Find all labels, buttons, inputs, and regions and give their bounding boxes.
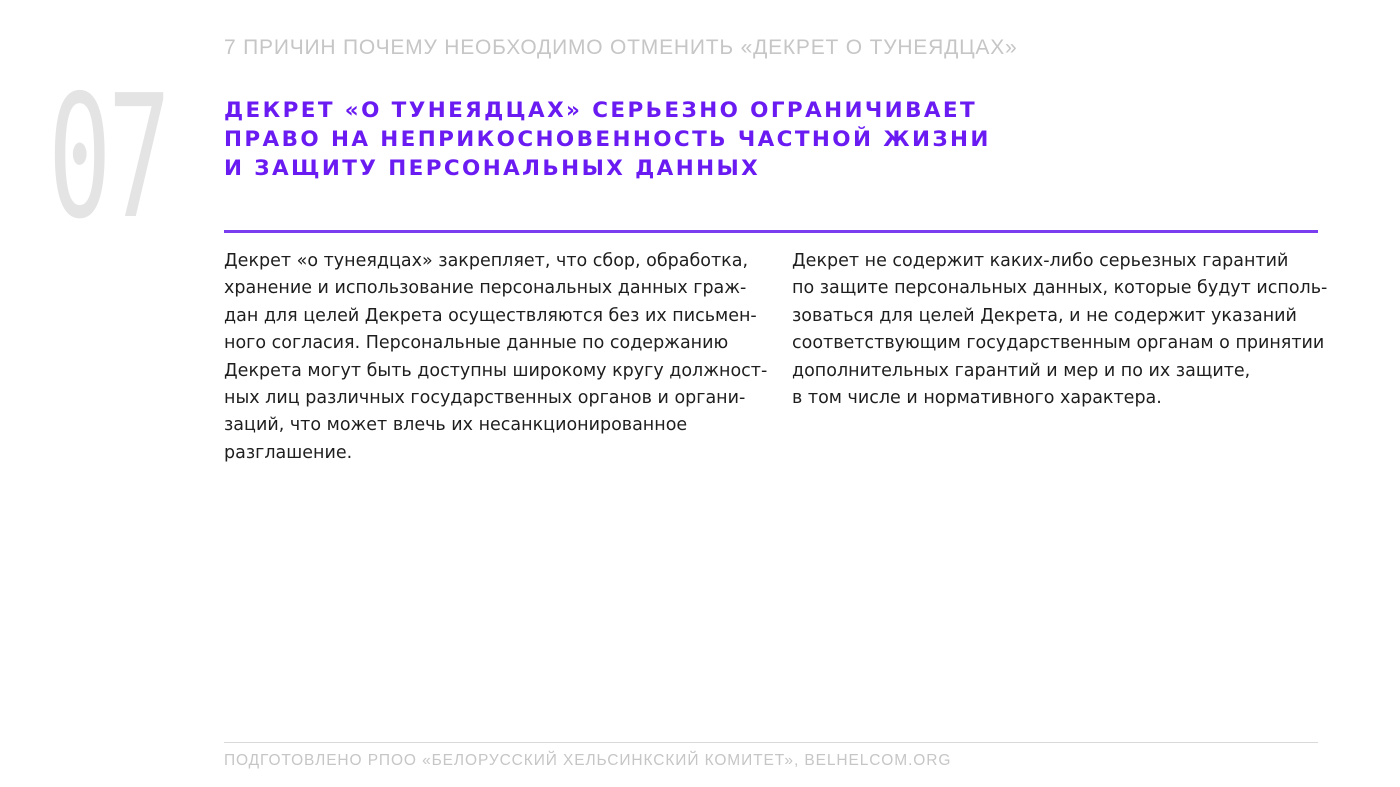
body-line: заций, что может влечь их несанкционированное xyxy=(224,415,688,436)
headline xyxy=(224,96,991,183)
headline-line: ПРАВО НА НЕПРИКОСНОВЕННОСТЬ ЧАСТНОЙ ЖИЗНИ xyxy=(224,127,991,152)
body-line: ных лиц различных государственных органов и органи- xyxy=(224,388,746,409)
body-line: Декрет «о тунеядцах» закрепляет, что сбор, обработка, xyxy=(224,251,749,271)
body-line: дополнительных гарантий и мер и по их защите, xyxy=(792,360,1251,381)
body-line: хранение и использование персональных данных граж- xyxy=(224,278,747,299)
body-line: зоваться для целей Декрета, и не содержит указаний xyxy=(792,305,1297,326)
body-column-right xyxy=(792,248,1332,412)
body-line: дан для целей Декрета осуществляются без их письмен- xyxy=(224,305,757,326)
headline-line: И ЗАЩИТУ ПЕРСОНАЛЬНЫХ ДАННЫХ xyxy=(224,156,761,181)
headline-line: ДЕКРЕТ «О ТУНЕЯДЦАХ» СЕРЬЕЗНО ОГРАНИЧИВАЕТ xyxy=(224,98,978,123)
series-title: 7 ПРИЧИН ПОЧЕМУ НЕОБХОДИМО ОТМЕНИТЬ «ДЕКРЕТ О ТУНЕЯДЦАХ» xyxy=(224,36,1018,59)
body-line: по защите персональных данных, которые будут исполь- xyxy=(792,278,1328,299)
section-number: 07 xyxy=(48,59,168,257)
footer-credit: ПОДГОТОВЛЕНО РПОО «БЕЛОРУССКИЙ ХЕЛЬСИНКСКИЙ КОМИТЕТ», BELHELCOM.ORG xyxy=(224,752,952,769)
accent-divider xyxy=(224,230,1318,233)
body-line: ного согласия. Персональные данные по содержанию xyxy=(224,333,729,354)
body-line: Декрет не содержит каких-либо серьезных гарантий xyxy=(792,251,1289,271)
body-line: соответствующим государственным органам о принятии xyxy=(792,333,1325,354)
body-line: Декрета могут быть доступны широкому кругу должност- xyxy=(224,360,768,381)
footer-divider xyxy=(224,742,1318,743)
body-line: разглашение. xyxy=(224,442,353,463)
body-column-left xyxy=(224,248,768,467)
body-line: в том числе и нормативного характера. xyxy=(792,388,1162,409)
